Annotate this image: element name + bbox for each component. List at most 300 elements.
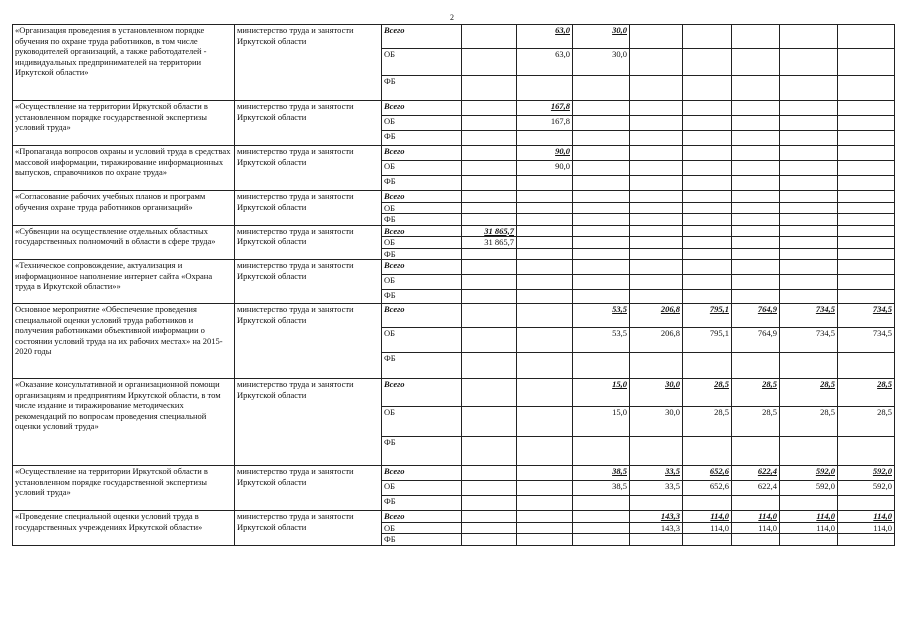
amount-cell [517,275,573,290]
amount-cell [732,275,780,290]
amount-cell [573,161,630,176]
amount-cell [462,275,517,290]
amount-cell [683,131,732,146]
amount-cell [630,225,683,237]
amount-cell [517,353,573,379]
amount-cell: 33,5 [630,481,683,496]
funding-source-label: ФБ [382,437,462,466]
amount-cell: 622,4 [732,481,780,496]
activity-name: «Согласование рабочих учебных планов и программ обучения охране труда работников организаций» [13,191,235,226]
table-row [13,260,895,275]
amount-cell [630,116,683,131]
page-number: 2 [450,13,454,22]
amount-cell [462,248,517,260]
amount-cell [683,534,732,546]
amount-cell [683,225,732,237]
amount-cell [683,146,732,161]
amount-cell [573,260,630,275]
amount-cell: 30,0 [630,407,683,437]
amount-cell [573,131,630,146]
amount-cell [573,353,630,379]
funding-source-label: Всего [382,101,462,116]
amount-cell [838,76,895,101]
amount-cell [517,511,573,523]
amount-cell [732,260,780,275]
funding-source-label: ФБ [382,131,462,146]
activity-name: «Осуществление на территории Иркутской области в установленном порядке государственной экспертизы условий труда» [13,466,235,511]
amount-cell [573,101,630,116]
amount-cell [683,248,732,260]
funding-source-label: Всего [382,379,462,407]
amount-cell: 15,0 [573,379,630,407]
amount-cell [517,466,573,481]
amount-cell: 592,0 [780,481,838,496]
amount-cell [517,379,573,407]
amount-cell [630,101,683,116]
amount-cell [573,290,630,304]
amount-cell [683,353,732,379]
funding-source-label: ОБ [382,161,462,176]
amount-cell [517,248,573,260]
amount-cell: 652,6 [683,481,732,496]
amount-cell [732,214,780,226]
amount-cell [780,176,838,191]
amount-cell: 734,5 [780,328,838,353]
amount-cell [573,237,630,249]
table-row [13,146,895,161]
amount-cell [630,353,683,379]
amount-cell [780,237,838,249]
amount-cell [683,275,732,290]
funding-source-label: ОБ [382,328,462,353]
activity-name: «Проведение специальной оценки условий труда в государственных учреждениях Иркутской области» [13,511,235,546]
amount-cell [683,176,732,191]
amount-cell [573,116,630,131]
amount-cell: 90,0 [517,146,573,161]
table-row [13,101,895,116]
amount-cell [732,237,780,249]
amount-cell [573,437,630,466]
amount-cell [838,275,895,290]
amount-cell: 114,0 [838,511,895,523]
executor-name: министерство труда и занятости Иркутской области [235,260,382,304]
amount-cell [517,522,573,534]
amount-cell [683,202,732,214]
funding-source-label: ОБ [382,407,462,437]
executor-name: министерство труда и занятости Иркутской области [235,511,382,546]
amount-cell [732,25,780,49]
amount-cell: 63,0 [517,49,573,76]
amount-cell: 38,5 [573,481,630,496]
amount-cell: 206,8 [630,328,683,353]
amount-cell [630,176,683,191]
amount-cell [732,534,780,546]
amount-cell [462,522,517,534]
amount-cell [462,214,517,226]
amount-cell [462,353,517,379]
amount-cell [732,191,780,203]
amount-cell [838,225,895,237]
amount-cell [838,214,895,226]
amount-cell [630,248,683,260]
amount-cell [462,25,517,49]
amount-cell [838,437,895,466]
amount-cell [462,131,517,146]
funding-source-label: Всего [382,25,462,49]
amount-cell [462,101,517,116]
executor-name: министерство труда и занятости Иркутской области [235,191,382,226]
amount-cell [517,290,573,304]
amount-cell [780,131,838,146]
amount-cell: 622,4 [732,466,780,481]
executor-name: министерство труда и занятости Иркутской области [235,304,382,379]
amount-cell [517,237,573,249]
amount-cell: 764,9 [732,304,780,328]
amount-cell: 795,1 [683,328,732,353]
amount-cell [683,76,732,101]
table-row [13,225,895,237]
amount-cell: 28,5 [683,379,732,407]
amount-cell [462,260,517,275]
funding-source-label: ФБ [382,290,462,304]
amount-cell: 31 865,7 [462,237,517,249]
funding-source-label: Всего [382,304,462,328]
table-row [13,466,895,481]
amount-cell [573,275,630,290]
amount-cell [780,161,838,176]
amount-cell: 114,0 [780,511,838,523]
amount-cell [780,116,838,131]
amount-cell [838,49,895,76]
executor-name: министерство труда и занятости Иркутской области [235,25,382,101]
amount-cell: 30,0 [573,49,630,76]
funding-source-label: ФБ [382,534,462,546]
funding-source-label: Всего [382,260,462,275]
amount-cell: 31 865,7 [462,225,517,237]
amount-cell [780,496,838,511]
amount-cell [573,248,630,260]
amount-cell [732,116,780,131]
amount-cell: 63,0 [517,25,573,49]
amount-cell [780,49,838,76]
amount-cell [573,496,630,511]
amount-cell [517,407,573,437]
funding-source-label: Всего [382,146,462,161]
amount-cell [780,275,838,290]
amount-cell [732,161,780,176]
amount-cell [780,202,838,214]
amount-cell [780,25,838,49]
amount-cell: 795,1 [683,304,732,328]
amount-cell [838,131,895,146]
amount-cell: 114,0 [683,511,732,523]
funding-source-label: ОБ [382,481,462,496]
amount-cell [573,214,630,226]
amount-cell [732,225,780,237]
amount-cell: 38,5 [573,466,630,481]
amount-cell [732,437,780,466]
amount-cell: 28,5 [683,407,732,437]
amount-cell [838,290,895,304]
amount-cell [462,202,517,214]
amount-cell [517,437,573,466]
amount-cell [573,76,630,101]
amount-cell: 592,0 [780,466,838,481]
amount-cell [732,290,780,304]
amount-cell [630,534,683,546]
amount-cell [517,76,573,101]
amount-cell [517,214,573,226]
amount-cell [462,466,517,481]
amount-cell [517,225,573,237]
amount-cell: 114,0 [732,511,780,523]
executor-name: министерство труда и занятости Иркутской области [235,466,382,511]
amount-cell [683,191,732,203]
amount-cell [573,511,630,523]
amount-cell [462,511,517,523]
amount-cell [462,534,517,546]
amount-cell [732,202,780,214]
amount-cell [630,214,683,226]
amount-cell [732,248,780,260]
amount-cell: 652,6 [683,466,732,481]
amount-cell [462,304,517,328]
activity-name: «Организация проведения в установленном порядке обучения по охране труда работников, в том числе руководителей организаций, а также работодателей - индивидуальных предпринимателей на территории Иркутской области» [13,25,235,101]
amount-cell [630,76,683,101]
amount-cell: 114,0 [732,522,780,534]
amount-cell [573,534,630,546]
amount-cell: 167,8 [517,116,573,131]
amount-cell: 15,0 [573,407,630,437]
amount-cell: 143,3 [630,511,683,523]
amount-cell [838,191,895,203]
amount-cell: 764,9 [732,328,780,353]
table-row [13,511,895,523]
amount-cell [573,146,630,161]
amount-cell [573,522,630,534]
amount-cell [517,328,573,353]
amount-cell: 28,5 [732,407,780,437]
amount-cell [462,146,517,161]
amount-cell [573,176,630,191]
amount-cell [630,131,683,146]
funding-source-label: ОБ [382,522,462,534]
amount-cell [732,496,780,511]
amount-cell: 30,0 [573,25,630,49]
amount-cell [838,248,895,260]
amount-cell [630,202,683,214]
executor-name: министерство труда и занятости Иркутской области [235,225,382,260]
amount-cell: 28,5 [780,379,838,407]
amount-cell [780,248,838,260]
amount-cell [780,534,838,546]
funding-source-label: ФБ [382,248,462,260]
amount-cell: 90,0 [517,161,573,176]
amount-cell: 734,5 [838,304,895,328]
amount-cell [780,353,838,379]
activity-name: «Осуществление на территории Иркутской области в установленном порядке государственной экспертизы условий труда» [13,101,235,146]
amount-cell [838,101,895,116]
executor-name: министерство труда и занятости Иркутской области [235,146,382,191]
amount-cell: 114,0 [683,522,732,534]
amount-cell [630,290,683,304]
table-row [13,191,895,203]
amount-cell [838,116,895,131]
amount-cell [462,481,517,496]
amount-cell: 53,5 [573,304,630,328]
amount-cell [683,25,732,49]
funding-source-label: ФБ [382,176,462,191]
amount-cell [838,25,895,49]
amount-cell [683,101,732,116]
amount-cell [462,116,517,131]
amount-cell: 28,5 [838,407,895,437]
funding-source-label: Всего [382,191,462,203]
amount-cell [683,116,732,131]
amount-cell: 30,0 [630,379,683,407]
amount-cell [780,76,838,101]
amount-cell [462,407,517,437]
funding-source-label: ФБ [382,353,462,379]
amount-cell: 734,5 [780,304,838,328]
amount-cell: 206,8 [630,304,683,328]
amount-cell [780,191,838,203]
amount-cell [462,49,517,76]
activity-name: «Пропаганда вопросов охраны и условий труда в средствах массовой информации, тиражирование информационных выпусков, справочников по охране труда» [13,146,235,191]
amount-cell: 167,8 [517,101,573,116]
amount-cell [630,437,683,466]
amount-cell [780,437,838,466]
funding-source-label: ФБ [382,496,462,511]
amount-cell [732,176,780,191]
amount-cell [732,49,780,76]
amount-cell: 53,5 [573,328,630,353]
amount-cell [462,161,517,176]
amount-cell [462,379,517,407]
amount-cell [630,275,683,290]
executor-name: министерство труда и занятости Иркутской области [235,379,382,466]
amount-cell [683,260,732,275]
amount-cell [573,202,630,214]
amount-cell [732,353,780,379]
amount-cell [838,161,895,176]
amount-cell [517,131,573,146]
amount-cell [630,260,683,275]
funding-table [12,24,895,546]
funding-source-label: ОБ [382,49,462,76]
amount-cell [683,437,732,466]
amount-cell [838,202,895,214]
amount-cell [683,496,732,511]
activity-name: «Техническое сопровождение, актуализация и информационное наполнение интернет сайта «Охрана труда в Иркутской области»» [13,260,235,304]
amount-cell [838,496,895,511]
amount-cell [573,225,630,237]
activity-name: «Субвенции на осуществление отдельных областных государственных полномочий в области в сфере труда» [13,225,235,260]
amount-cell [838,176,895,191]
funding-source-label: ОБ [382,116,462,131]
amount-cell [732,131,780,146]
amount-cell [517,202,573,214]
amount-cell [462,191,517,203]
table-row [13,25,895,49]
amount-cell [780,260,838,275]
amount-cell [838,237,895,249]
executor-name: министерство труда и занятости Иркутской области [235,101,382,146]
amount-cell [683,214,732,226]
amount-cell [630,161,683,176]
amount-cell: 28,5 [780,407,838,437]
amount-cell [838,146,895,161]
funding-source-label: ОБ [382,237,462,249]
amount-cell: 592,0 [838,481,895,496]
amount-cell [462,496,517,511]
amount-cell [517,176,573,191]
amount-cell [462,76,517,101]
amount-cell: 592,0 [838,466,895,481]
amount-cell [517,191,573,203]
funding-source-label: ФБ [382,214,462,226]
table-row [13,304,895,328]
funding-source-label: ФБ [382,76,462,101]
amount-cell: 114,0 [780,522,838,534]
amount-cell [517,534,573,546]
amount-cell [517,496,573,511]
amount-cell: 28,5 [732,379,780,407]
amount-cell: 114,0 [838,522,895,534]
amount-cell [630,25,683,49]
amount-cell [462,328,517,353]
amount-cell [683,49,732,76]
amount-cell [683,161,732,176]
amount-cell [517,260,573,275]
amount-cell: 33,5 [630,466,683,481]
amount-cell [462,290,517,304]
amount-cell [517,481,573,496]
amount-cell [838,353,895,379]
amount-cell [630,49,683,76]
funding-source-label: ОБ [382,275,462,290]
activity-name: «Оказание консультативной и организационной помощи организациям и предприятиям Иркутской области, в том числе издание и тиражирование методических рекомендаций по вопросам проведения специальной оценки условий труда» [13,379,235,466]
amount-cell [732,146,780,161]
amount-cell [573,191,630,203]
amount-cell: 143,3 [630,522,683,534]
table-row [13,379,895,407]
amount-cell [780,225,838,237]
amount-cell [732,101,780,116]
amount-cell [838,534,895,546]
amount-cell [517,304,573,328]
activity-name: Основное мероприятие «Обеспечение проведения специальной оценки условий труда работников и получения работниками объективной информации о состоянии условий труда на их рабочих местах» на 2015-2020 годы [13,304,235,379]
amount-cell [630,237,683,249]
amount-cell [630,191,683,203]
funding-source-label: ОБ [382,202,462,214]
funding-source-label: Всего [382,225,462,237]
amount-cell [630,146,683,161]
amount-cell [462,437,517,466]
funding-source-label: Всего [382,466,462,481]
amount-cell [732,76,780,101]
amount-cell [630,496,683,511]
amount-cell [780,214,838,226]
amount-cell [462,176,517,191]
amount-cell [683,237,732,249]
amount-cell [780,290,838,304]
amount-cell [780,101,838,116]
amount-cell [683,290,732,304]
amount-cell: 734,5 [838,328,895,353]
amount-cell [838,260,895,275]
funding-source-label: Всего [382,511,462,523]
